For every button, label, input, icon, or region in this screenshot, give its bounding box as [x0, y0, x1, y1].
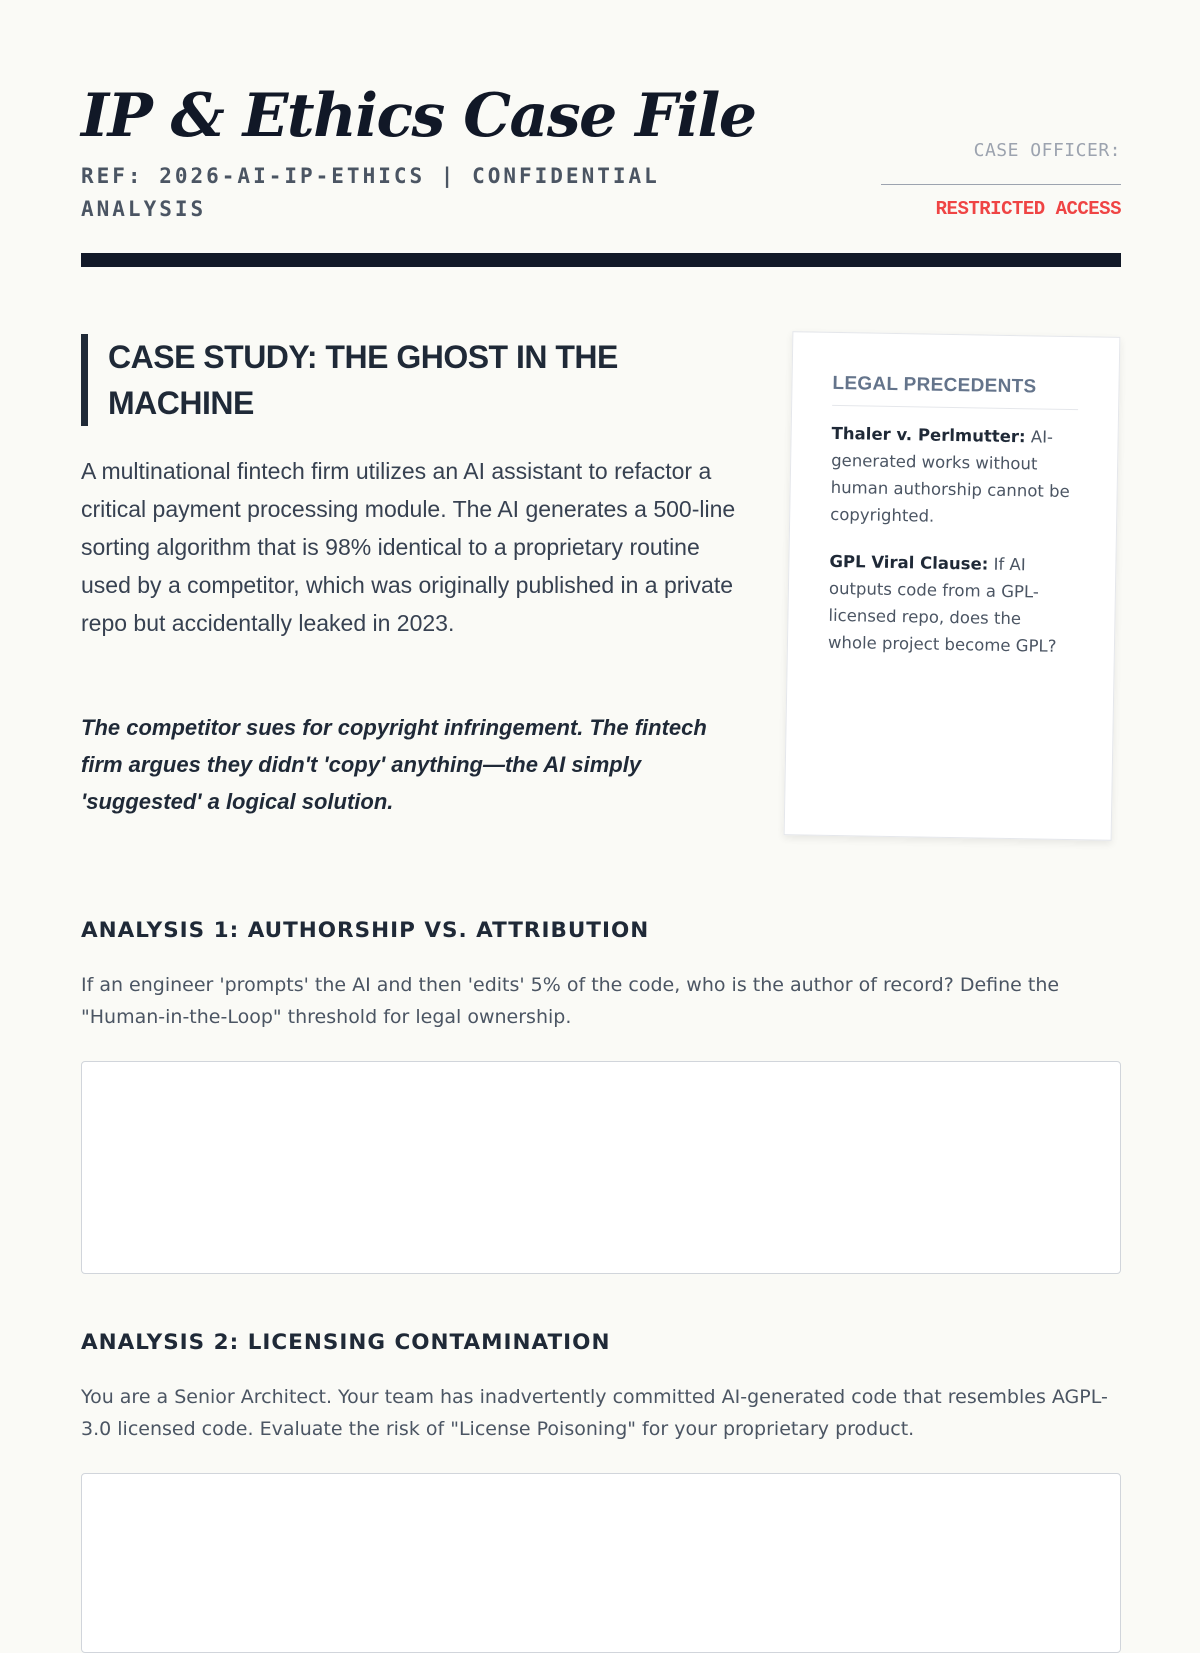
analysis-2-answer-field[interactable]: [81, 1473, 1121, 1653]
analysis-2-heading: ANALYSIS 2: LICENSING CONTAMINATION: [81, 1330, 611, 1355]
case-officer-label: CASE OFFICER:: [973, 140, 1121, 161]
analysis-1-prompt: If an engineer 'prompts' the AI and then 'edits' 5% of the code, who is the author of record? Define the "Human-in-the-Loop" threshold for legal ownership.: [81, 974, 1060, 1028]
legal-precedents-card: [784, 331, 1121, 841]
case-study-heading: CASE STUDY: THE GHOST IN THE MACHINE: [81, 334, 748, 426]
legal-precedents-title: LEGAL PRECEDENTS: [832, 373, 1079, 410]
precedent-text: AI-generated works without human authorship cannot be copyrighted.: [830, 427, 1070, 526]
case-officer-signature-line: [881, 184, 1121, 185]
precedent-text: If AI outputs code from a GPL-licensed repo, does the whole project become GPL?: [827, 554, 1057, 656]
case-officer-block: [881, 138, 1121, 221]
analysis-2-prompt: You are a Senior Architect. Your team has inadvertently committed AI-generated code that resembles AGPL-3.0 licensed code. Evaluate the risk of "License Poisoning" for your proprietary product.: [81, 1386, 1108, 1440]
precedent-name: Thaler v. Perlmutter:: [831, 423, 1026, 447]
precedent-item: [828, 548, 1076, 660]
case-study-quote: The competitor sues for copyright infringement. The fintech firm argues they didn't 'copy' anything—the AI simply 'suggested' a logical solution.: [81, 715, 707, 814]
analysis-1-heading: ANALYSIS 1: AUTHORSHIP VS. ATTRIBUTION: [81, 918, 650, 943]
reference-line: REF: 2026-AI-IP-ETHICS | CONFIDENTIAL ANALYSIS: [81, 164, 660, 221]
analysis-1-answer-field[interactable]: [81, 1061, 1121, 1274]
page-title: IP & Ethics Case File: [81, 81, 756, 151]
case-study-body: A multinational fintech firm utilizes an AI assistant to refactor a critical payment processing module. The AI generates a 500-line sorting algorithm that is 98% identical to a proprietary routine used by a competitor, which was originally published in a private repo but accidentally leaked in 2023.: [81, 458, 736, 636]
precedent-item: [830, 420, 1078, 532]
header-divider: [81, 253, 1121, 267]
restricted-access-label: RESTRICTED ACCESS: [935, 198, 1121, 220]
precedent-name: GPL Viral Clause:: [829, 551, 989, 574]
